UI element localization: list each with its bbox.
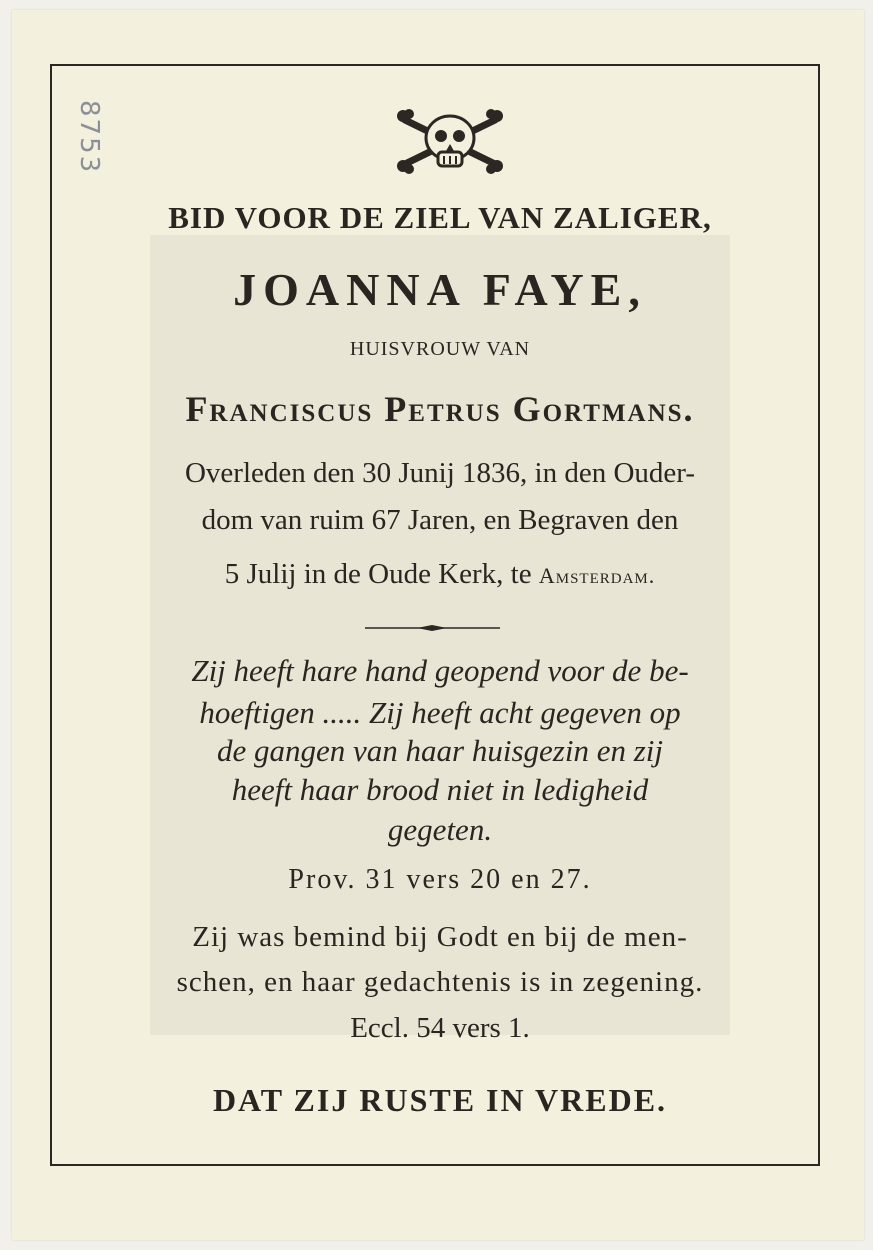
death-line-3: [60, 558, 820, 591]
death-line-1: Overleden den 30 Junij 1836, in den Ouder-: [184, 457, 696, 489]
quote-line-3: de gangen van haar huisgezin en zij: [216, 733, 663, 768]
spouse-name: Franciscus Petrus Gortmans.: [185, 389, 695, 429]
prayer-heading: BID VOOR DE ZIEL VAN ZALIGER,: [168, 200, 712, 235]
death-line-2: dom van ruim 67 Jaren, en Begraven den: [201, 504, 679, 536]
burial-place: Amsterdam.: [538, 563, 656, 588]
blessing-line-2: schen, en haar gedachtenis is in zegening.: [176, 966, 704, 998]
skull-and-crossbones-icon: [395, 106, 505, 176]
quote-line-1: Zij heeft hare hand geopend voor de be-: [191, 653, 689, 688]
quote-line-5: gegeten.: [387, 812, 493, 847]
margin-inventory-number: 8753: [74, 100, 104, 175]
deceased-name: JOANNA FAYE,: [233, 264, 647, 315]
quote-reference: Prov. 31 vers 20 en 27.: [288, 864, 592, 895]
burial-text: 5 Julij in de Oude Kerk, te: [224, 558, 539, 590]
quote-line-2: hoeftigen ..... Zij heeft acht gegeven op: [199, 695, 681, 730]
blessing-reference: Eccl. 54 vers 1.: [350, 1012, 530, 1044]
blessing-line-1: Zij was bemind bij Godt en bij de men-: [192, 921, 688, 953]
quote-line-4: heeft haar brood niet in ledigheid: [231, 772, 649, 807]
ornamental-divider: [365, 625, 500, 631]
spouse-label: HUISVROUW VAN: [349, 338, 531, 360]
closing-prayer: DAT ZIJ RUSTE IN VREDE.: [212, 1082, 668, 1118]
